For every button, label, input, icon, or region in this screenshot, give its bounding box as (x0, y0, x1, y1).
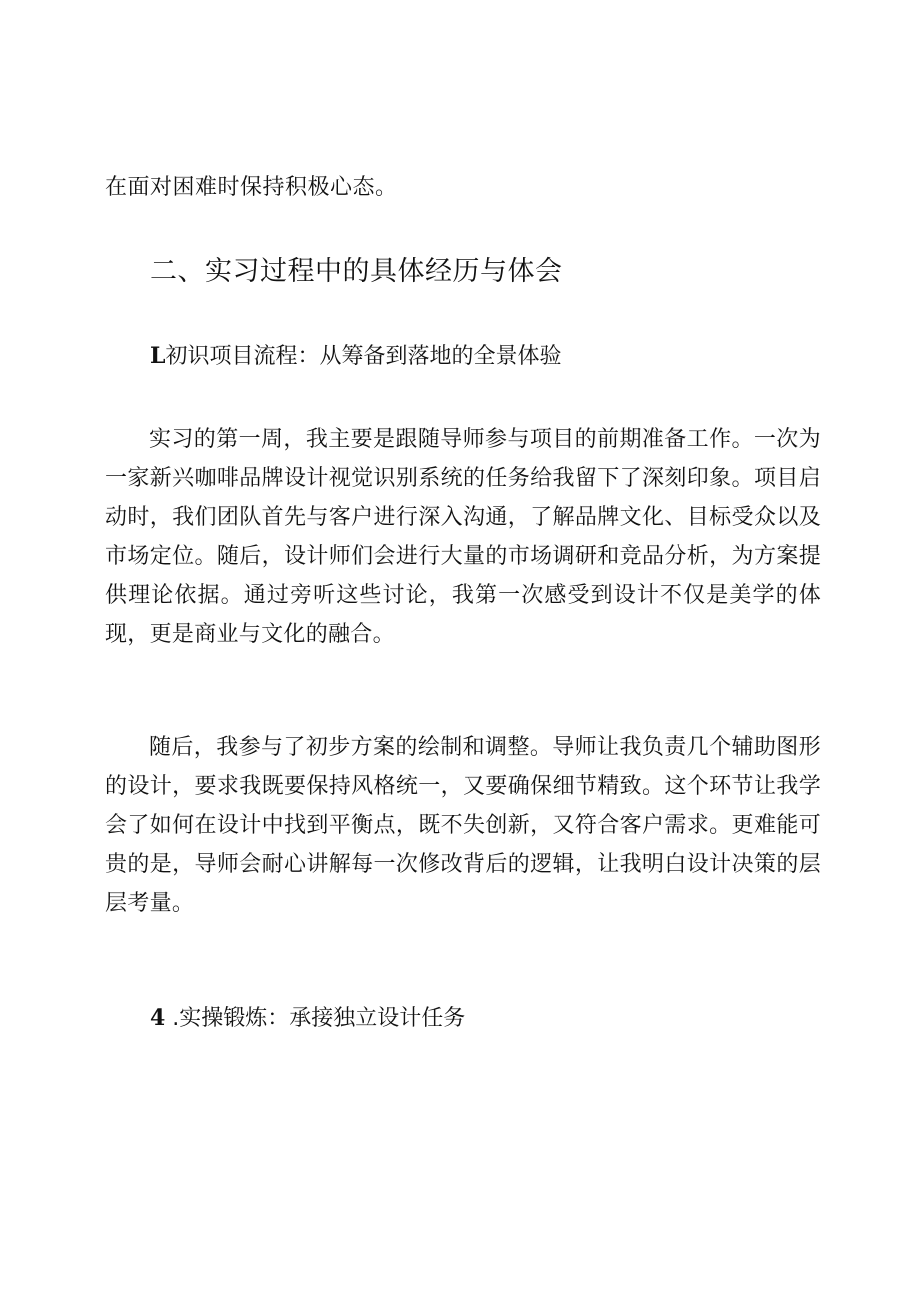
continuation-text: 在面对困难时保持积极心态。 (105, 175, 398, 200)
section-heading: 二、实习过程中的具体经历与体会 (150, 256, 563, 287)
subsection-title-2: .实操锻炼：承接独立设计任务 (165, 1006, 466, 1031)
paragraph-2: 随后，我参与了初步方案的绘制和调整。导师让我负责几个辅助图形的设计，要求我既要保持风格统一，又要确保细节精致。这个环节让我学会了如何在设计中找到平衡点，既不失创新，又符合客户需求。更难能可贵的是，导师会耐心讲解每一次修改背后的逻辑，让我明白设计决策的层层考量。 (105, 735, 821, 916)
subsection-heading-1 (150, 341, 561, 372)
subsection-heading-2 (150, 1003, 465, 1034)
paragraph-1: 实习的第一周，我主要是跟随导师参与项目的前期准备工作。一次为一家新兴咖啡品牌设计视觉识别系统的任务给我留下了深刻印象。项目启动时，我们团队首先与客户进行深入沟通，了解品牌文化、目标受众以及市场定位。随后，设计师们会进行大量的市场调研和竞品分析，为方案提供理论依据。通过旁听这些讨论，我第一次感受到设计不仅是美学的体现，更是商业与文化的融合。 (105, 427, 821, 647)
subsection-number-1: L (150, 343, 166, 369)
subsection-number-2: 4 (150, 1005, 166, 1031)
subsection-title-1: 初识项目流程：从筹备到落地的全景体验 (165, 344, 562, 369)
